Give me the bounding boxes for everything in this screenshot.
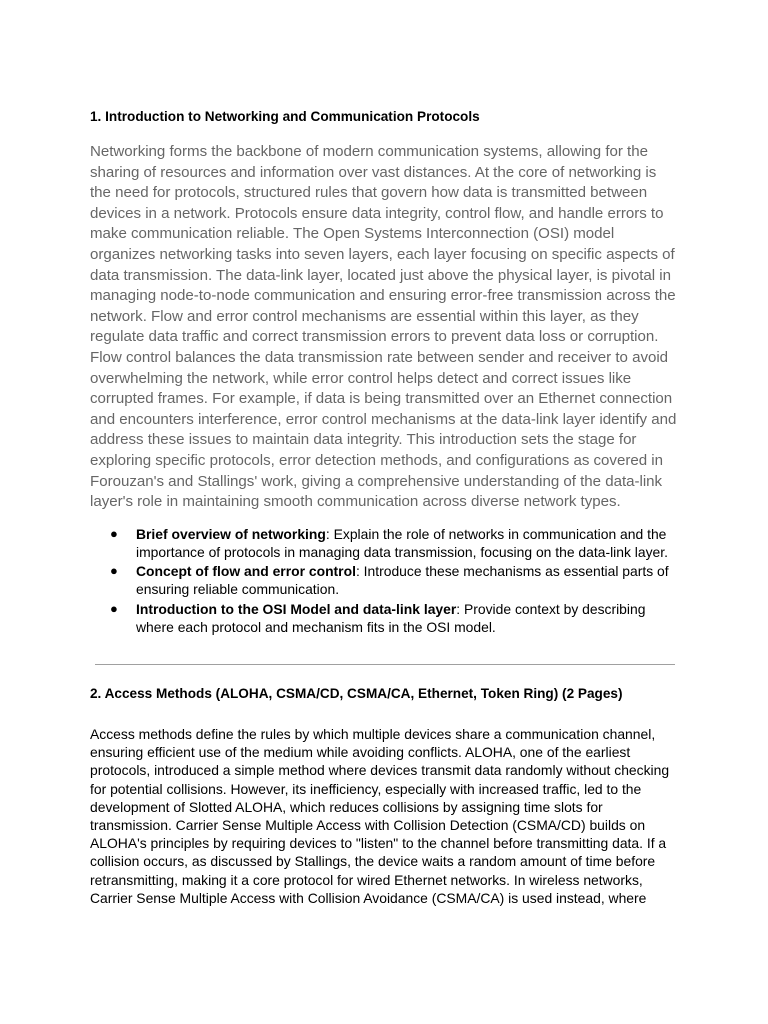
section-1-bullet-list — [90, 525, 680, 636]
section-1-heading: 1. Introduction to Networking and Communication Protocols — [90, 109, 480, 124]
bullet-bold-lead: Brief overview of networking — [136, 525, 326, 542]
horizontal-divider — [95, 664, 675, 665]
section-2-heading: 2. Access Methods (ALOHA, CSMA/CD, CSMA/CA, Ethernet, Token Ring) (2 Pages) — [90, 685, 623, 701]
list-item — [90, 525, 680, 561]
list-item — [90, 600, 680, 636]
document-content — [90, 108, 680, 907]
bullet-dot-icon: ● — [110, 525, 118, 541]
bullet-dot-icon: ● — [110, 563, 118, 579]
bullet-text: : Explain the role of networks in communication and the importance of protocols in managing data transmission, focusing on the data-link layer. — [136, 525, 668, 560]
bullet-text: : Provide context by describing where each protocol and mechanism fits in the OSI model. — [136, 600, 646, 635]
list-item — [90, 562, 680, 598]
bullet-text: : Introduce these mechanisms as essential parts of ensuring reliable communication. — [136, 563, 669, 598]
bullet-bold-lead: Concept of flow and error control — [136, 563, 356, 580]
bullet-bold-lead: Introduction to the OSI Model and data-link layer — [136, 600, 457, 617]
section-2-paragraph: Access methods define the rules by which multiple devices share a communication channel, ensuring efficient use of the medium while avoiding conflicts. ALOHA, one of the earliest protocols, introduced a simple method where devices transmit data randomly without checking for potential collisions. However, its inefficiency, especially with increased traffic, led to the development of Slotted ALOHA, which reduces collisions by assigning time slots for transmission. Carrier Sense Multiple Access with Collision Detection (CSMA/CD) builds on ALOHA's principles by requiring devices to "listen" to the channel before transmitting data. If a collision occurs, as discussed by Stallings, the device waits a random amount of time before retransmitting, making it a core protocol for wired Ethernet networks. In wireless networks, Carrier Sense Multiple Access with Collision Avoidance (CSMA/CA) is used instead, where — [90, 725, 670, 906]
section-1-paragraph: Networking forms the backbone of modern communication systems, allowing for the sharing of resources and information over vast distances. At the core of networking is the need for protocols, structured rules that govern how data is transmitted between devices in a network. Protocols ensure data integrity, control flow, and handle errors to make communication reliable. The Open Systems Interconnection (OSI) model organizes networking tasks into seven layers, each layer focusing on specific aspects of data transmission. The data-link layer, located just above the physical layer, is pivotal in managing node-to-node communication and ensuring error-free transmission across the network. Flow and error control mechanisms are essential within this layer, as they regulate data traffic and correct transmission errors to prevent data loss or corruption. Flow control balances the data transmission rate between sender and receiver to avoid overwhelming the network, while error control helps detect and correct issues like corrupted frames. For example, if data is being transmitted over an Ethernet connection and encounters interference, error control mechanisms at the data-link layer identify and address these issues to maintain data integrity. This introduction sets the stage for exploring specific protocols, error detection methods, and configurations as covered in Forouzan's and Stallings' work, giving a comprehensive understanding of the data-link layer's role in maintaining smooth communication across diverse network types. — [90, 143, 677, 511]
bullet-dot-icon: ● — [110, 600, 118, 616]
